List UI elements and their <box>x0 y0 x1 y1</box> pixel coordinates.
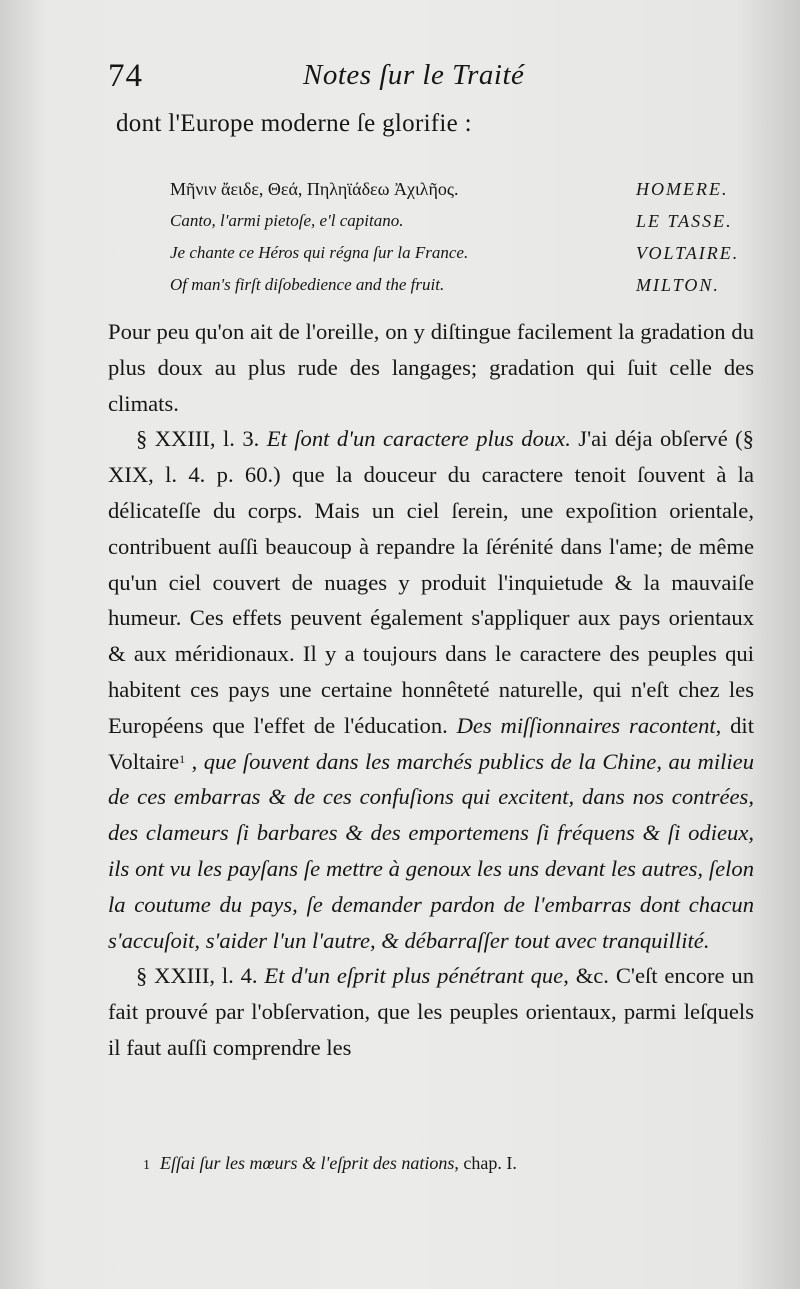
paragraph-esprit <box>108 958 754 1065</box>
quote-author: MILTON. <box>636 275 720 295</box>
section-reference: § XXIII, l. 3. <box>136 426 260 452</box>
voltaire-quote: que ſouvent dans les marchés publics de la Chine, au milieu de ces embarras & de ces confuſions qui excitent, dans nos contrées, des clameurs ſi barbares & des emportemens ſi fréquens & ſi odieux, ils ont vu les payſans ſe mettre à genoux les uns devant les autres, ſelon la coutume du pays, ſe demander pardon de l'embarras dont chacun s'accuſoit, s'aider l'un l'autre, & débarraſſer tout avec tranquillité. <box>108 748 754 953</box>
page-number: 74 <box>108 58 143 94</box>
note-heading: Et ſont d'un caractere plus doux. <box>266 426 571 452</box>
lead-line: dont l'Europe moderne ſe glorifie : <box>116 110 472 137</box>
quote-attribution: , dit Voltaire <box>108 712 754 774</box>
note-heading: Et d'un eſprit plus pénétrant que <box>264 963 564 989</box>
section-reference: § XXIII, l. 4. <box>136 963 258 989</box>
paragraph-languages: Pour peu qu'on ait de l'oreille, on y diſtingue facilement la gradation du plus doux au plus rude des langages; gradation qui ſuit celle des climats. <box>108 319 754 416</box>
quote-row-milton <box>170 270 780 302</box>
footnote-reference-text: , chap. I. <box>454 1153 517 1173</box>
quote-text: Canto, l'armi pietoſe, e'l capitano. <box>170 211 404 230</box>
footnote <box>143 1152 763 1177</box>
quote-text: Μῆνιν ἄειδε, Θεά, Πηληϊάδεω Ἀχιλῆος. <box>170 179 459 199</box>
quote-row-tasse <box>170 206 780 238</box>
running-title: Notes ſur le Traité <box>303 59 525 91</box>
paragraph-text: J'ai déja obſervé (§ XIX, l. 4. p. 60.) que la douceur du caractere tenoit ſouvent à la délicateſſe du corps. Mais un ciel ſerein, une expoſition orientale, contribuent auſſi beaucoup à repandre la ſérénité dans l'ame; de même qu'un ciel couvert de nuages y produit l'inquietude & la mauvaiſe humeur. Ces effets peuvent également s'appliquer aux pays orientaux & aux méridionaux. Il y a toujours dans le caractere des peuples qui habitent ces pays une certaine honnêteté naturelle, qui n'eſt chez les Européens que l'effet de l'éducation. <box>108 426 754 738</box>
epic-openings-list <box>170 174 780 302</box>
paragraph-caractere: § XXIII, l. 3. Et ſont d'un caractere plus doux. J'ai déja obſervé (§ XIX, l. 4. p. 60.) que la douceur du caractere tenoit ſouvent à la délicateſſe du corps. Mais un ciel ſerein, une expoſition orientale, contribuent auſſi beaucoup à repandre la ſérénité dans l'ame; de même qu'un ciel couvert de nuages y produit l'inquietude & la mauvaiſe humeur. Ces effets peuvent également s'appliquer aux pays orientaux & aux méridionaux. Il y a toujours dans le caractere des peuples qui habitent ces pays une certaine honnêteté naturelle, qui n'eſt chez les Européens que l'effet de l'éducation. Des miſſionnaires racontent, dit Voltaire$^1$ , que ſouvent dans les marchés publics de la Chine, au milieu de ces embarras & de ces confuſions qui excitent, dans nos contrées, des clameurs ſi barbares & des emportemens ſi fréquens & ſi odieux, ils ont vu les payſans ſe mettre à genoux les uns devant les autres, ſelon la coutume du pays, ſe demander pardon de l'embarras dont chacun s'accuſoit, s'aider l'un l'autre, & débarraſſer tout avec tranquillité. <box>108 426 754 953</box>
footnote-title: Eſſai ſur les mœurs & l'eſprit des nations <box>160 1153 455 1173</box>
paragraph-text: C'eſt encore un fait prouvé par l'obſervation, que les peuples orientaux, parmi leſquels il faut auſſi comprendre les <box>108 963 755 1060</box>
quote-text: Je chante ce Héros qui régna ſur la France. <box>170 243 469 262</box>
quote-text: Of man's firſt diſobedience and the fruit. <box>170 275 445 294</box>
page-header <box>108 58 758 98</box>
quote-author: LE TASSE. <box>636 211 733 231</box>
quote-author: VOLTAIRE. <box>636 243 740 263</box>
quote-author: HOMERE. <box>636 179 729 199</box>
voltaire-quote-open: Des miſſionnaires racontent <box>456 712 716 738</box>
footnote-mark: 1 <box>143 1158 150 1173</box>
footnote-reference: 1 <box>179 751 186 766</box>
quote-row-homer <box>170 174 780 206</box>
etc-text: , &c. <box>563 963 609 989</box>
body-text <box>108 314 754 1066</box>
quote-row-voltaire <box>170 238 780 270</box>
